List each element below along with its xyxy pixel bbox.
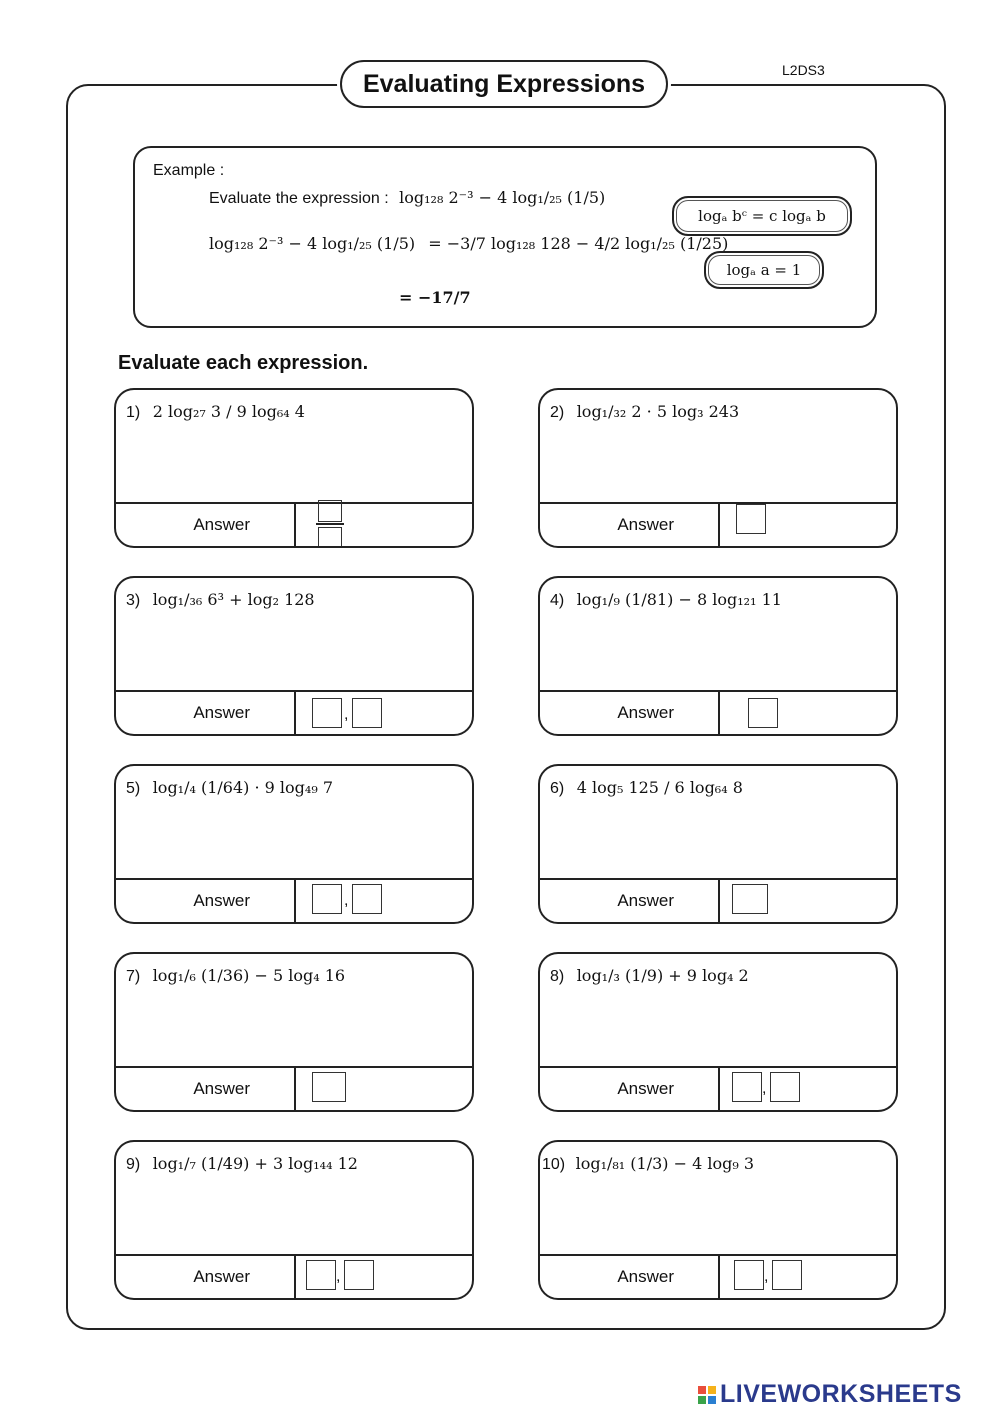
problem-1-text: [126, 402, 305, 422]
answer-box-2[interactable]: [770, 1072, 800, 1102]
answer-bar: [116, 502, 472, 546]
problem-number: 2): [550, 404, 565, 421]
problem-number: 9): [126, 1156, 141, 1173]
instruction-heading: Evaluate each expression.: [118, 352, 369, 374]
problem-expression: log₁/₈₁ (1/3) − 4 log₉ 3: [575, 1154, 755, 1173]
example-panel: [133, 146, 877, 328]
problem-number: 7): [126, 968, 141, 985]
liveworksheets-logo-icon: [698, 1386, 716, 1404]
problem-10-text: [542, 1154, 754, 1174]
answer-bar: [540, 1066, 896, 1110]
liveworksheets-logo: [698, 1380, 962, 1409]
answer-bar: [116, 878, 472, 922]
answer-box-2[interactable]: [352, 698, 382, 728]
answer-label: Answer: [193, 703, 250, 722]
example-step-rhs: = −3/7 log₁₂₈ 128 − 4/2 log₁/₂₅ (1/25): [428, 234, 729, 253]
problem-number: 10): [542, 1156, 566, 1173]
brand-name: LIVEWORKSHEETS: [720, 1380, 962, 1408]
answer-label: Answer: [193, 515, 250, 534]
problem-card-9: [114, 1140, 474, 1300]
decimal-comma: ,: [764, 1268, 769, 1285]
problem-number: 4): [550, 592, 565, 609]
answer-label: Answer: [617, 1079, 674, 1098]
fraction-bar: [316, 523, 344, 525]
problem-card-5: [114, 764, 474, 924]
problem-number: 6): [550, 780, 565, 797]
decimal-comma: ,: [344, 706, 349, 723]
answer-box-1[interactable]: [312, 884, 342, 914]
problem-expression: 4 log₅ 125 / 6 log₆₄ 8: [576, 778, 743, 797]
problem-6-text: [550, 778, 743, 798]
answer-numerator-box[interactable]: [318, 500, 342, 522]
log-identity-rule: logₐ a = 1: [704, 251, 824, 289]
problem-expression: log₁/₃ (1/9) + 9 log₄ 2: [576, 966, 749, 985]
log-power-rule: logₐ bᶜ = c logₐ b: [672, 196, 852, 236]
answer-box-1[interactable]: [312, 698, 342, 728]
answer-denominator-box[interactable]: [318, 527, 342, 548]
answer-box-1[interactable]: [732, 1072, 762, 1102]
answer-bar: [540, 878, 896, 922]
worksheet-code: L2DS3: [782, 62, 825, 78]
answer-label: Answer: [193, 1079, 250, 1098]
problem-number: 5): [126, 780, 141, 797]
example-prompt: Evaluate the expression :: [209, 190, 389, 207]
answer-label: Answer: [617, 1267, 674, 1286]
problem-expression: log₁/₆ (1/36) − 5 log₄ 16: [152, 966, 346, 985]
example-step-lhs: log₁₂₈ 2⁻³ − 4 log₁/₂₅ (1/5): [209, 234, 416, 253]
problem-card-3: [114, 576, 474, 736]
problem-4-text: [550, 590, 782, 610]
answer-box[interactable]: [748, 698, 778, 728]
problem-card-4: [538, 576, 898, 736]
answer-box[interactable]: [736, 504, 766, 534]
answer-bar: [540, 1254, 896, 1298]
problem-8-text: [550, 966, 749, 986]
problem-7-text: [126, 966, 345, 986]
answer-label: Answer: [617, 515, 674, 534]
worksheet-title: Evaluating Expressions: [340, 60, 668, 108]
example-prompt-line: [209, 188, 605, 208]
problem-expression: 2 log₂₇ 3 / 9 log₆₄ 4: [152, 402, 305, 421]
answer-label: Answer: [193, 1267, 250, 1286]
example-label: Example :: [153, 162, 225, 179]
example-expression: log₁₂₈ 2⁻³ − 4 log₁/₂₅ (1/5): [399, 188, 606, 207]
problem-5-text: [126, 778, 333, 798]
example-result: = −17/7: [399, 288, 471, 307]
problem-9-text: [126, 1154, 358, 1174]
answer-box[interactable]: [312, 1072, 346, 1102]
problem-expression: log₁/₃₆ 6³ + log₂ 128: [152, 590, 315, 609]
example-step-line: [209, 234, 728, 253]
problem-card-8: [538, 952, 898, 1112]
answer-bar: [540, 690, 896, 734]
problem-2-text: [550, 402, 739, 422]
answer-bar: [116, 1066, 472, 1110]
answer-label: Answer: [617, 703, 674, 722]
problem-card-2: [538, 388, 898, 548]
answer-box-2[interactable]: [344, 1260, 374, 1290]
problem-number: 3): [126, 592, 141, 609]
answer-box-2[interactable]: [772, 1260, 802, 1290]
problem-card-7: [114, 952, 474, 1112]
decimal-comma: ,: [344, 892, 349, 909]
problem-expression: log₁/₄ (1/64) · 9 log₄₉ 7: [152, 778, 334, 797]
answer-bar: [540, 502, 896, 546]
problem-card-1: [114, 388, 474, 548]
problem-card-10: [538, 1140, 898, 1300]
problem-number: 8): [550, 968, 565, 985]
answer-label: Answer: [617, 891, 674, 910]
problem-number: 1): [126, 404, 141, 421]
answer-label: Answer: [193, 891, 250, 910]
answer-bar: [116, 1254, 472, 1298]
problem-3-text: [126, 590, 315, 610]
answer-bar: [116, 690, 472, 734]
problem-card-6: [538, 764, 898, 924]
problem-expression: log₁/₇ (1/49) + 3 log₁₄₄ 12: [152, 1154, 358, 1173]
problem-expression: log₁/₉ (1/81) − 8 log₁₂₁ 11: [576, 590, 782, 609]
problem-expression: log₁/₃₂ 2 · 5 log₃ 243: [576, 402, 740, 421]
decimal-comma: ,: [336, 1268, 341, 1285]
answer-box-2[interactable]: [352, 884, 382, 914]
answer-box[interactable]: [732, 884, 768, 914]
answer-box-1[interactable]: [734, 1260, 764, 1290]
answer-box-1[interactable]: [306, 1260, 336, 1290]
decimal-comma: ,: [762, 1080, 767, 1097]
